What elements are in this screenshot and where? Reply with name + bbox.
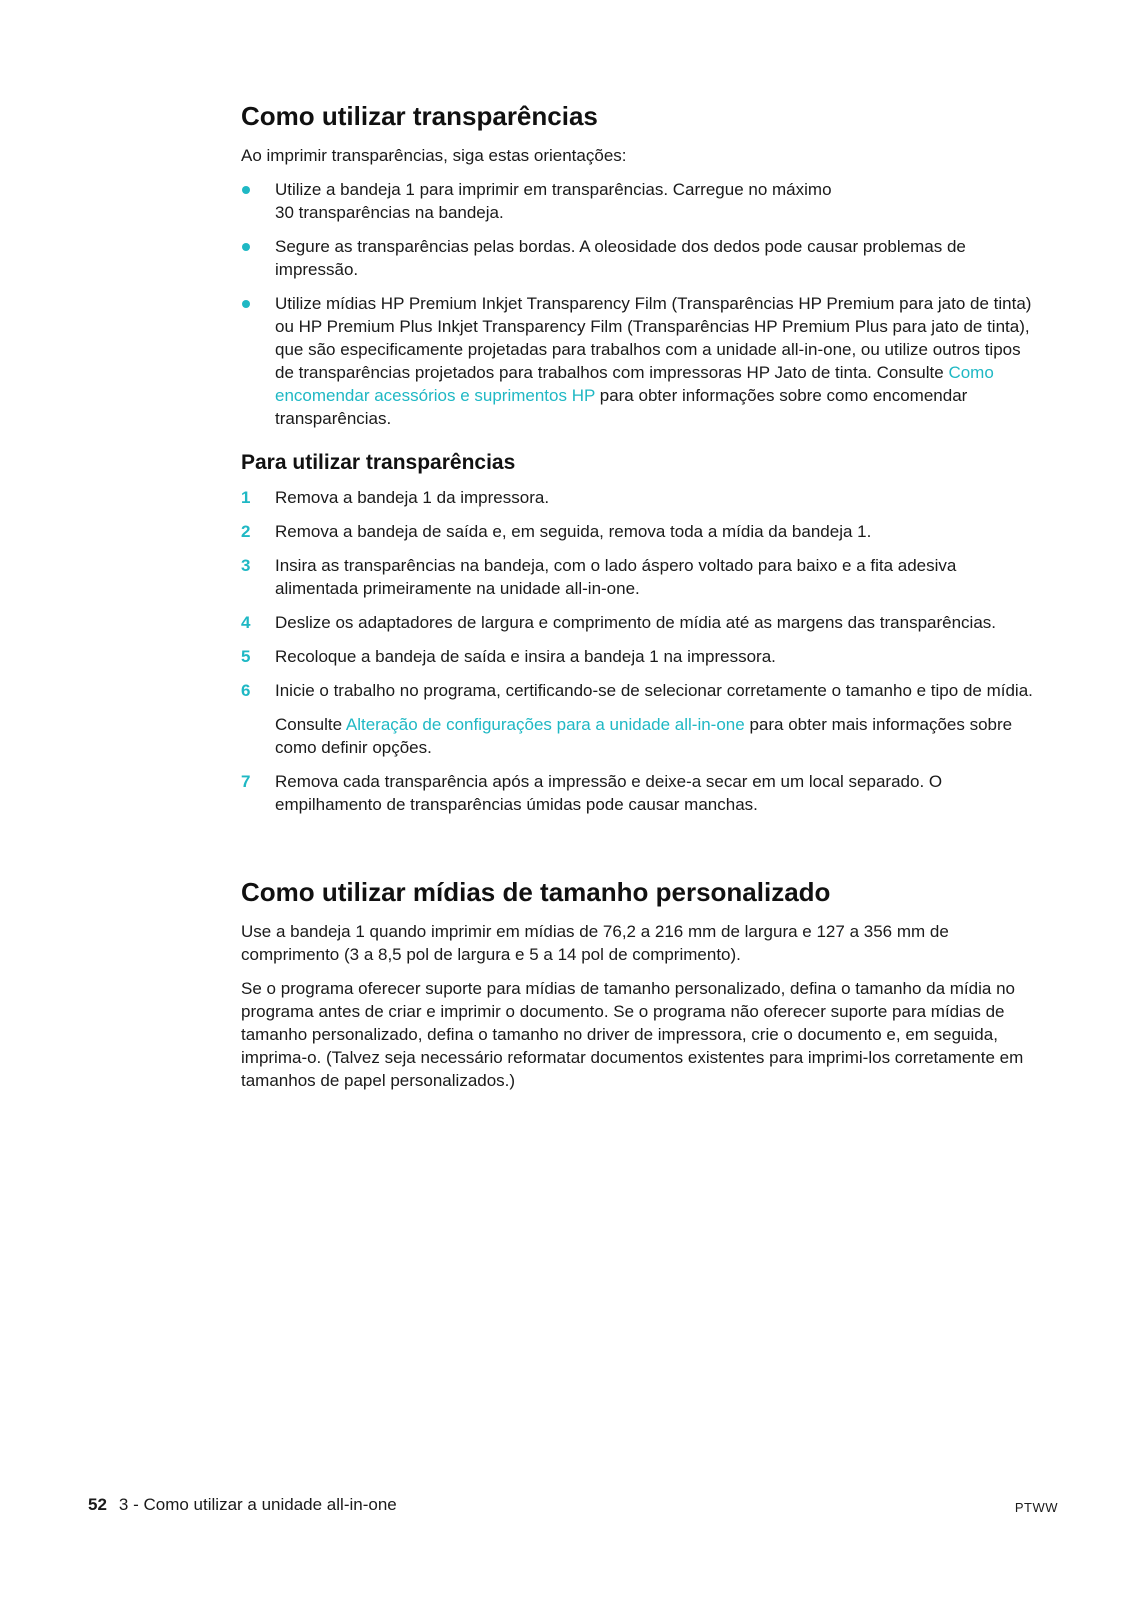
intro-text: Ao imprimir transparências, siga estas orientações: [241, 146, 627, 165]
step-note [275, 713, 1041, 759]
step-item [241, 770, 1041, 816]
list-item-text: Utilize a bandeja 1 para imprimir em transparências. Carregue no máximo 30 transparências na bandeja. [275, 180, 832, 222]
section-title: Como utilizar transparências [241, 101, 598, 131]
step-item [241, 611, 1041, 634]
list-item-text: Segure as transparências pelas bordas. A oleosidade dos dedos pode causar problemas de impressão. [275, 237, 966, 279]
section-transparencies [241, 100, 1041, 430]
section-use-transparencies [241, 450, 1041, 816]
bullet-dot-icon [242, 300, 250, 308]
list-item-text: para obter informações sobre como encomendar transparências. [275, 386, 968, 428]
section-custom-size-media [241, 876, 1041, 1092]
step-number: 4 [241, 613, 251, 632]
step-text: Remova cada transparência após a impressão e deixe-a secar em um local separado. O empilhamento de transparências úmidas pode causar manchas. [275, 772, 943, 814]
steps-list [241, 486, 1041, 816]
step-number: 1 [241, 488, 251, 507]
step-text: Recoloque a bandeja de saída e insira a bandeja 1 na impressora. [275, 647, 776, 666]
step-text: Inicie o trabalho no programa, certificando-se de selecionar corretamente o tamanho e tipo de mídia. [275, 681, 1033, 700]
list-item [241, 292, 1041, 430]
bullet-dot-icon [242, 243, 250, 251]
step-number: 7 [241, 772, 251, 791]
step-note-text: Consulte [275, 715, 346, 734]
step-item [241, 645, 1041, 668]
bullet-dot-icon [242, 186, 250, 194]
step-item [241, 486, 1041, 509]
order-supplies-link[interactable]: Como encomendar acessórios e suprimentos HP [275, 363, 994, 405]
step-item [241, 520, 1041, 543]
paragraph: Use a bandeja 1 quando imprimir em mídias de 76,2 a 216 mm de largura e 127 a 356 mm de comprimento (3 a 8,5 pol de largura e 5 a 14 pol de comprimento). [241, 922, 949, 964]
guidelines-list [241, 178, 1041, 430]
change-settings-link[interactable]: Alteração de configurações para a unidade all-in-one [345, 715, 745, 734]
list-item [241, 235, 1041, 281]
step-text: Insira as transparências na bandeja, com o lado áspero voltado para baixo e a fita adesiva alimentada primeiramente na unidade all-in-one. [275, 556, 957, 598]
list-item-text: Utilize mídias HP Premium Inkjet Transparency Film (Transparências HP Premium para jato de tinta) ou HP Premium Plus Inkjet Transparency Film (Transparências HP Premium Plus para jato de tinta), que são especificamente projetadas para trabalhos com a unidade all-in-one, ou utilize outros tipos de transparências projetados para trabalhos com impressoras HP Jato de tinta. Consulte [275, 294, 1032, 382]
step-text: Remova a bandeja 1 da impressora. [275, 488, 550, 507]
step-number: 3 [241, 556, 251, 575]
step-text: Remova a bandeja de saída e, em seguida, remova toda a mídia da bandeja 1. [275, 522, 872, 541]
section-title: Como utilizar mídias de tamanho personalizado [241, 877, 831, 907]
step-number: 2 [241, 522, 251, 541]
step-item [241, 554, 1041, 600]
page-footer [88, 1494, 1058, 1518]
page-number: 52 [88, 1495, 107, 1514]
chapter-title: 3 - Como utilizar a unidade all-in-one [118, 1495, 397, 1514]
step-item [241, 679, 1041, 759]
paragraph: Se o programa oferecer suporte para mídias de tamanho personalizado, defina o tamanho da mídia no programa antes de criar e imprimir o documento. Se o programa não oferecer suporte para mídias de tamanho personalizado, defina o tamanho no driver de impressora, crie o documento e, em seguida, imprima-o. (Talvez seja necessário reformatar documentos existentes para imprimi-los corretamente em tamanhos de papel personalizados.) [241, 979, 1024, 1090]
step-note-text: para obter mais informações sobre como definir opções. [275, 715, 1013, 757]
language-code: PTWW [1014, 1500, 1058, 1515]
list-item [241, 178, 1041, 224]
step-number: 5 [241, 647, 251, 666]
subsection-title: Para utilizar transparências [241, 451, 516, 474]
step-number: 6 [241, 681, 251, 700]
page-content [241, 100, 1041, 1103]
step-text: Deslize os adaptadores de largura e comprimento de mídia até as margens das transparências. [275, 613, 996, 632]
